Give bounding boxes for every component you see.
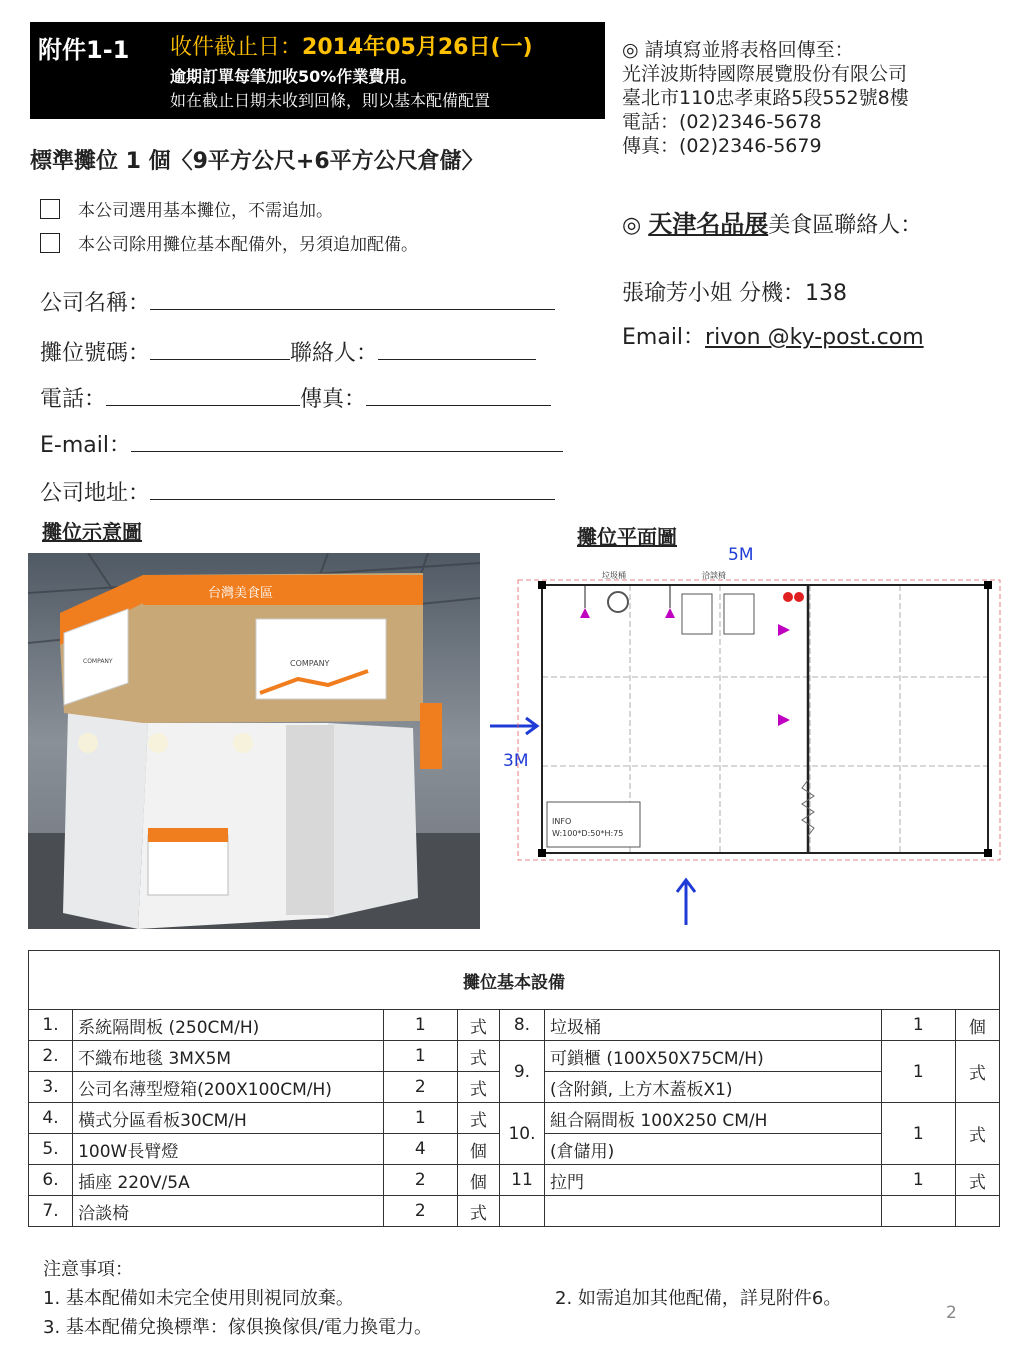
email-label: Email： <box>622 325 706 350</box>
cell-qty: 2 <box>383 1165 457 1196</box>
info-counter <box>148 828 228 842</box>
cell-item: 可鎖櫃 (100X50X75CM/H) <box>545 1041 882 1072</box>
page-number: 2 <box>946 1303 957 1323</box>
cell-qty: 4 <box>383 1134 457 1165</box>
floor-plan <box>490 540 1010 940</box>
width-label: 5M <box>728 545 754 565</box>
deadline <box>170 30 533 61</box>
expo-name: 天津名品展 <box>648 210 769 238</box>
cell-qty: 1 <box>881 1041 955 1103</box>
cell-no: 9. <box>499 1041 544 1103</box>
empty-cell <box>881 1196 955 1227</box>
cell-unit: 個 <box>457 1165 499 1196</box>
field-label: 傳真： <box>300 387 367 412</box>
cell-item: (含附鎖, 上方木蓋板X1) <box>545 1072 882 1103</box>
cell-unit: 個 <box>955 1010 999 1041</box>
return-title: ◎ 請填寫並將表格回傳至： <box>622 39 854 61</box>
cell-unit: 式 <box>457 1072 499 1103</box>
phone-input-line[interactable] <box>106 405 300 406</box>
return-info <box>622 38 909 158</box>
outlet-icon <box>783 592 793 602</box>
late-fee-note: 逾期訂單每筆加收50%作業費用。 <box>170 67 417 86</box>
field-label: 公司地址： <box>40 481 151 506</box>
cell-item: 100W長臂燈 <box>73 1134 384 1165</box>
checkbox-label: 本公司除用攤位基本配備外，另須追加配備。 <box>78 235 418 255</box>
address-input-line[interactable] <box>150 499 555 500</box>
empty-cell <box>499 1196 544 1227</box>
top-sign-text: 台灣美食區 <box>208 586 274 601</box>
bullet: ◎ <box>622 213 649 238</box>
trash-bin-icon <box>608 592 628 612</box>
booth-illustration <box>28 553 480 929</box>
lamp-icon <box>778 624 790 636</box>
cell-no: 5. <box>29 1134 73 1165</box>
checkbox-extra[interactable] <box>40 230 418 255</box>
checkbox-basic[interactable] <box>40 196 333 221</box>
phone-fax-field <box>40 382 551 413</box>
table-row <box>29 1103 1000 1134</box>
field-label: E-mail： <box>40 433 131 458</box>
checkbox-square[interactable] <box>40 233 60 253</box>
cell-unit: 個 <box>457 1134 499 1165</box>
cell-qty: 1 <box>881 1103 955 1165</box>
cell-no: 3. <box>29 1072 73 1103</box>
cell-no: 7. <box>29 1196 73 1227</box>
cell-qty: 2 <box>383 1072 457 1103</box>
info-size: W:100*D:50*H:75 <box>552 829 624 838</box>
cell-item: 不織布地毯 3MX5M <box>73 1041 384 1072</box>
cell-qty: 2 <box>383 1196 457 1227</box>
note-3: 3. 基本配備兌換標準：傢俱換傢俱/電力換電力。 <box>43 1317 432 1338</box>
booth-contact-field <box>40 336 536 367</box>
field-label: 公司名稱： <box>40 291 151 316</box>
cell-item: 插座 220V/5A <box>73 1165 384 1196</box>
cell-qty: 1 <box>383 1010 457 1041</box>
cell-item: 公司名薄型燈箱(200X100CM/H) <box>73 1072 384 1103</box>
checkbox-square[interactable] <box>40 199 60 219</box>
default-config-note: 如在截止日期未收到回條，則以基本配備配置 <box>170 91 491 110</box>
email-field <box>40 428 563 459</box>
organizer-address: 臺北市110忠孝東路5段552號8樓 <box>622 87 909 109</box>
chair-icon <box>724 594 754 634</box>
cell-unit: 式 <box>457 1103 499 1134</box>
deadline-date: 2014年05月26日(一) <box>302 35 533 60</box>
table-row <box>29 1196 1000 1227</box>
checkbox-label: 本公司選用基本攤位，不需追加。 <box>78 201 333 221</box>
booth-no-input-line[interactable] <box>150 359 290 360</box>
chair-icon <box>682 594 712 634</box>
cell-qty: 1 <box>383 1103 457 1134</box>
organizer-tel: 電話：(02)2346-5678 <box>622 111 822 133</box>
cell-unit: 式 <box>955 1103 999 1165</box>
cell-unit: 式 <box>457 1010 499 1041</box>
notes-title: 注意事項： <box>43 1259 133 1280</box>
cell-unit: 式 <box>955 1041 999 1103</box>
contact-email <box>622 320 924 351</box>
field-label: 攤位號碼： <box>40 341 151 366</box>
company-input-line[interactable] <box>150 309 555 310</box>
company-field <box>40 286 555 317</box>
cell-no: 11 <box>499 1165 544 1196</box>
cell-no: 2. <box>29 1041 73 1072</box>
side-sign <box>420 703 442 769</box>
cell-no: 4. <box>29 1103 73 1134</box>
attachment-tag: 附件1-1 <box>38 36 130 64</box>
deadline-prefix: 收件截止日： <box>170 35 303 60</box>
cell-qty: 1 <box>881 1165 955 1196</box>
email-link[interactable]: rivon @ky-post.com <box>705 325 924 350</box>
lamp-icon <box>580 608 590 618</box>
cell-qty: 1 <box>881 1010 955 1041</box>
company-lightbox-text: COMPANY <box>290 659 330 668</box>
email-input-line[interactable] <box>131 451 563 452</box>
page-title: 標準攤位 1 個〈9平方公尺+6平方公尺倉儲〉 <box>30 149 484 174</box>
cell-item: 橫式分區看板30CM/H <box>73 1103 384 1134</box>
contact-input-line[interactable] <box>378 359 536 360</box>
notes <box>43 1255 841 1342</box>
notes-row <box>43 1284 841 1313</box>
expo-contact-title <box>622 204 922 239</box>
contact-suffix: 美食區聯絡人： <box>768 213 923 238</box>
cell-item: 系統隔間板 (250CM/H) <box>73 1010 384 1041</box>
fax-input-line[interactable] <box>366 405 551 406</box>
cell-no: 1. <box>29 1010 73 1041</box>
address-field <box>40 476 555 507</box>
outlet-icon <box>794 592 804 602</box>
cell-item: 拉門 <box>545 1165 882 1196</box>
table-row <box>29 1010 1000 1041</box>
empty-cell <box>955 1196 999 1227</box>
floor-plan-title: 攤位平面圖 <box>577 525 677 549</box>
table-row <box>29 1041 1000 1072</box>
cell-unit: 式 <box>457 1041 499 1072</box>
field-label: 聯絡人： <box>290 341 379 366</box>
booth-sketch-title: 攤位示意圖 <box>42 520 142 544</box>
note-2: 2. 如需追加其他配備，詳見附件6。 <box>555 1288 842 1309</box>
equipment-table <box>28 950 1000 1227</box>
empty-cell <box>545 1196 882 1227</box>
sliding-door <box>286 725 334 915</box>
cell-no: 6. <box>29 1165 73 1196</box>
trash-label: 垃圾桶 <box>602 571 626 580</box>
cell-item: 垃圾桶 <box>545 1010 882 1041</box>
cell-qty: 1 <box>383 1041 457 1072</box>
cell-no: 8. <box>499 1010 544 1041</box>
contact-person: 張瑜芳小姐 分機：138 <box>622 281 847 306</box>
depth-label: 3M <box>503 751 529 771</box>
side-lightbox-text: COMPANY <box>83 658 113 665</box>
note-1: 1. 基本配備如未完全使用則視同放棄。 <box>43 1288 354 1309</box>
organizer-name: 光洋波斯特國際展覽股份有限公司 <box>622 63 908 85</box>
organizer-fax: 傳真：(02)2346-5679 <box>622 135 822 157</box>
lamp-icon <box>778 714 790 726</box>
cell-unit: 式 <box>955 1165 999 1196</box>
cell-no: 10. <box>499 1103 544 1165</box>
table-row <box>29 1165 1000 1196</box>
table-title: 攤位基本設備 <box>29 951 1000 1010</box>
info-label: INFO <box>552 817 572 826</box>
cell-item: 洽談椅 <box>73 1196 384 1227</box>
header-banner <box>30 22 605 119</box>
cell-unit: 式 <box>457 1196 499 1227</box>
field-label: 電話： <box>40 387 107 412</box>
lamp-icon <box>665 608 675 618</box>
cell-item: 組合隔間板 100X250 CM/H <box>545 1103 882 1134</box>
cell-item: (倉儲用) <box>545 1134 882 1165</box>
chair-label: 洽談椅 <box>702 571 726 580</box>
